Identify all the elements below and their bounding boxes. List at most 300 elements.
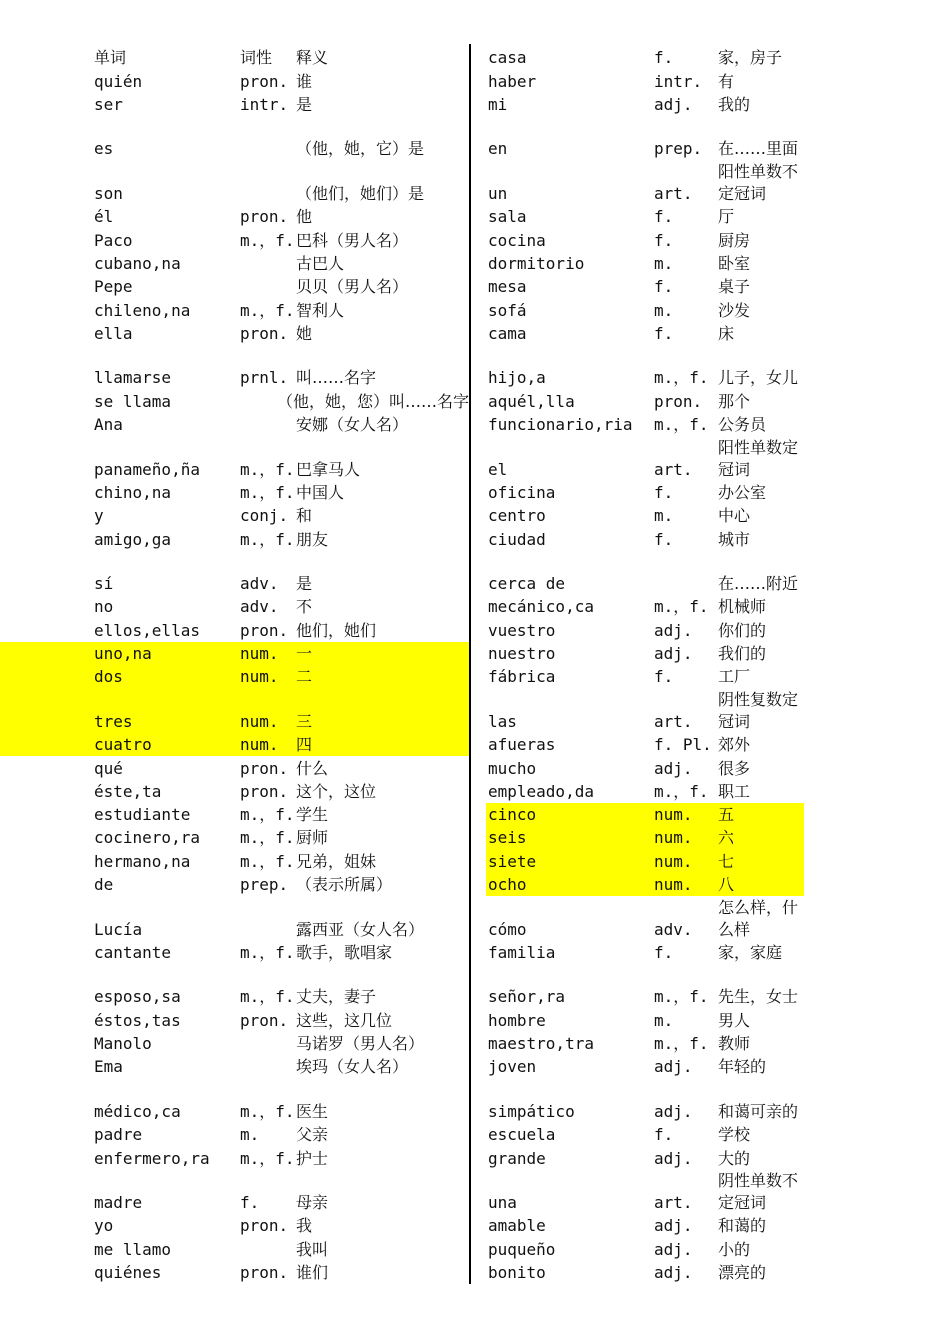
vocab-table-left: [92, 46, 469, 1284]
vocab-row: [486, 389, 804, 412]
vocab-row: [486, 322, 804, 345]
vocab-word: enfermero,ra: [94, 1148, 210, 1168]
vocab-part-of-speech: f.: [654, 277, 674, 297]
vocab-word: las: [488, 711, 517, 731]
vocab-word: ser: [94, 94, 123, 114]
vocab-row: [486, 504, 804, 527]
vocab-definition: 阴性复数定冠词: [718, 689, 799, 731]
vocab-word: me llamo: [94, 1239, 172, 1259]
vocab-row: [0, 688, 469, 733]
vocab-definition: 母亲: [296, 1193, 329, 1213]
vocab-definition: 和蔼的: [718, 1216, 767, 1236]
vocab-row: [92, 849, 469, 872]
vocab-definition: 年轻的: [718, 1057, 767, 1077]
vocab-row: [92, 205, 469, 228]
vocab-part-of-speech: m.: [654, 300, 674, 320]
vocab-part-of-speech: num.: [654, 851, 693, 871]
vocab-word: cerca de: [488, 574, 566, 594]
vocab-row: [486, 964, 804, 1009]
vocab-word: en: [488, 139, 508, 159]
vocab-word: quiénes: [94, 1263, 162, 1283]
vocab-word: seis: [488, 828, 527, 848]
vocab-definition: 我叫: [296, 1239, 329, 1259]
vocab-part-of-speech: m.，f.: [240, 805, 295, 825]
vocab-word: cocina: [488, 230, 546, 250]
vocab-definition: 我: [296, 1216, 313, 1236]
vocab-word: empleado,da: [488, 781, 594, 801]
vocab-definition: 厅: [718, 207, 735, 227]
vocab-row: [92, 803, 469, 826]
vocab-definition: 三: [296, 711, 313, 731]
vocab-row: [92, 389, 469, 412]
vocab-part-of-speech: pron.: [240, 781, 289, 801]
vocab-definition: 四: [296, 735, 313, 755]
vocab-part-of-speech: f.: [240, 1193, 260, 1213]
vocab-row: [92, 1055, 469, 1078]
vocab-definition: 是: [296, 574, 313, 594]
vocab-definition: 我的: [718, 94, 751, 114]
vocab-definition: （他，她，您）叫……名字: [276, 391, 469, 411]
vocab-word: joven: [488, 1057, 537, 1077]
vocab-definition: 厨师: [296, 828, 329, 848]
vocab-part-of-speech: adj.: [654, 1216, 693, 1236]
vocab-word: esposo,sa: [94, 987, 181, 1007]
vocab-row: [486, 826, 804, 849]
vocab-definition: 这些，这几位: [296, 1010, 393, 1030]
vocab-word: casa: [488, 48, 527, 68]
vocab-row: [486, 896, 804, 941]
vocab-definition: 阳性单数不定冠词: [718, 162, 799, 204]
vocab-row: [486, 252, 804, 275]
vocab-part-of-speech: m.，f.: [654, 597, 709, 617]
vocab-definition: 是: [296, 94, 313, 114]
vocab-part-of-speech: num.: [240, 667, 279, 687]
vocab-part-of-speech: adj.: [654, 758, 693, 778]
vocab-row: [486, 298, 804, 321]
vocab-part-of-speech: art.: [654, 1193, 693, 1213]
vocab-definition: 家，家庭: [718, 942, 783, 962]
vocab-word: nuestro: [488, 644, 556, 664]
vocab-definition: 二: [296, 667, 313, 687]
vocab-row: [486, 1078, 804, 1123]
vocab-part-of-speech: m.，f.: [654, 415, 709, 435]
vocab-word: oficina: [488, 482, 556, 502]
vocab-row: [92, 1170, 469, 1215]
vocab-row: [486, 551, 804, 596]
vocab-definition: 城市: [718, 529, 751, 549]
vocab-word: hombre: [488, 1010, 546, 1030]
vocab-row: [0, 733, 469, 756]
vocab-part-of-speech: num.: [240, 711, 279, 731]
vocab-part-of-speech: m.，f.: [240, 459, 295, 479]
vocab-row: [486, 873, 804, 896]
vocab-definition: 丈夫，妻子: [296, 987, 377, 1007]
vocab-word: siete: [488, 851, 537, 871]
vocab-part-of-speech: m.，f.: [240, 1148, 295, 1168]
vocab-row: [486, 413, 804, 436]
vocab-row: [486, 1146, 804, 1169]
vocab-word: tres: [94, 711, 133, 731]
vocab-definition: 巴科（男人名）: [296, 230, 409, 250]
vocab-part-of-speech: prnl.: [240, 368, 289, 388]
vocab-word: cocinero,ra: [94, 828, 200, 848]
vocab-row: [92, 756, 469, 779]
vocab-part-of-speech: adv.: [240, 597, 279, 617]
vocab-word: Pepe: [94, 277, 133, 297]
vocab-word: centro: [488, 506, 546, 526]
vocab-word: es: [94, 139, 114, 159]
vocab-part-of-speech: conj.: [240, 506, 289, 526]
vocab-definition: 很多: [718, 758, 751, 778]
vocab-part-of-speech: m.，f.: [240, 482, 295, 502]
vocab-row: [92, 298, 469, 321]
vocab-part-of-speech: num.: [240, 735, 279, 755]
vocab-part-of-speech: pron.: [240, 620, 289, 640]
vocab-part-of-speech: adj.: [654, 1148, 693, 1168]
vocab-definition: 他们，她们: [296, 620, 377, 640]
vocab-word: sí: [94, 574, 114, 594]
vocab-part-of-speech: f.: [654, 942, 674, 962]
vocab-row: [92, 46, 469, 69]
vocab-row: [92, 595, 469, 618]
vocab-word: Ana: [94, 415, 123, 435]
vocab-part-of-speech: f. Pl.: [654, 735, 712, 755]
vocab-row: [92, 780, 469, 803]
vocab-definition: 智利人: [296, 300, 345, 320]
vocab-row: [0, 642, 469, 665]
vocab-definition: 儿子，女儿: [718, 368, 799, 388]
vocab-part-of-speech: adj.: [654, 1263, 693, 1283]
vocab-word: simpático: [488, 1101, 575, 1121]
vocab-definition: 五: [718, 805, 735, 825]
vocab-word: vuestro: [488, 620, 556, 640]
vocab-row: [92, 1146, 469, 1169]
vocab-definition: 叫……名字: [296, 368, 377, 388]
vocab-row: [92, 481, 469, 504]
vocab-word: chino,na: [94, 482, 172, 502]
vocab-word: éstos,tas: [94, 1010, 181, 1030]
vocab-row: [486, 1237, 804, 1260]
vocab-definition: 阳性单数定冠词: [718, 437, 799, 479]
vocab-word: funcionario,ria: [488, 415, 633, 435]
vocab-row: [92, 1237, 469, 1260]
vocab-word: llamarse: [94, 368, 172, 388]
vocab-row: [486, 345, 804, 390]
vocab-definition: 朋友: [296, 529, 329, 549]
vocab-row: [92, 1032, 469, 1055]
vocab-part-of-speech: prep.: [240, 874, 289, 894]
vocab-part-of-speech: prep.: [654, 139, 703, 159]
vocab-word: puqueño: [488, 1239, 556, 1259]
vocab-definition: 桌子: [718, 277, 751, 297]
vocab-definition: 阴性单数不定冠词: [718, 1171, 799, 1213]
vocab-definition: 护士: [296, 1148, 329, 1168]
vocab-part-of-speech: m.，f.: [654, 781, 709, 801]
vocab-definition: 什么: [296, 758, 329, 778]
vocab-word: Lucía: [94, 919, 143, 939]
vocab-row: [92, 436, 469, 481]
vocab-definition: 怎么样，什么样: [718, 897, 799, 939]
vocab-part-of-speech: pron.: [240, 1216, 289, 1236]
vocab-word: de: [94, 874, 114, 894]
vocab-word: bonito: [488, 1263, 546, 1283]
vocab-row: [486, 527, 804, 550]
vocab-part-of-speech: adj.: [654, 1057, 693, 1077]
vocab-part-of-speech: pron.: [240, 758, 289, 778]
vocab-part-of-speech: m.，f.: [240, 529, 295, 549]
vocab-row: [92, 228, 469, 251]
vocab-definition: （他们，她们）是: [296, 184, 425, 204]
vocab-row: [92, 160, 469, 205]
vocab-part-of-speech: m.，f.: [654, 368, 709, 388]
vocab-row: [486, 205, 804, 228]
vocab-word: uno,na: [94, 644, 152, 664]
vocab-definition: 沙发: [718, 300, 751, 320]
vocab-row: [92, 252, 469, 275]
vocab-row: [486, 275, 804, 298]
vocab-row: [486, 160, 804, 205]
vocab-definition: 一: [296, 644, 313, 664]
vocab-word: yo: [94, 1216, 114, 1236]
vocab-word: familia: [488, 942, 556, 962]
vocab-part-of-speech: m.: [240, 1125, 260, 1145]
vocab-definition: 职工: [718, 781, 751, 801]
vocab-row: [486, 1214, 804, 1237]
vocab-row: [486, 1055, 804, 1078]
vocab-table-right: [486, 46, 804, 1284]
vocab-word: fábrica: [488, 667, 556, 687]
vocab-definition: 小的: [718, 1239, 751, 1259]
vocab-row: [92, 275, 469, 298]
vocab-word: dormitorio: [488, 253, 585, 273]
vocab-row: [486, 756, 804, 779]
vocab-definition: 中心: [718, 506, 751, 526]
vocab-row: [92, 1214, 469, 1237]
vocab-row: [486, 642, 804, 665]
vocab-definition: 在……里面: [718, 139, 799, 159]
vocab-part-of-speech: adv.: [240, 574, 279, 594]
vocab-word: hermano,na: [94, 851, 191, 871]
vocab-row: [486, 228, 804, 251]
vocab-definition: 床: [718, 323, 735, 343]
vocab-part-of-speech: num.: [654, 805, 693, 825]
vocab-definition: （他，她，它）是: [296, 139, 425, 159]
vocab-row: [486, 1261, 804, 1284]
vocab-definition: 在……附近: [718, 574, 799, 594]
vocab-row: [486, 849, 804, 872]
vocab-part-of-speech: adj.: [654, 1239, 693, 1259]
vocab-word: ocho: [488, 874, 527, 894]
vocab-row: [92, 322, 469, 345]
vocab-row: [486, 1008, 804, 1031]
vocab-word: madre: [94, 1193, 143, 1213]
vocab-row: [92, 116, 469, 161]
vocab-word: Manolo: [94, 1034, 152, 1054]
vocab-definition: 学校: [718, 1125, 751, 1145]
vocab-row: [486, 595, 804, 618]
vocab-word: mi: [488, 94, 508, 114]
vocab-part-of-speech: pron.: [240, 323, 289, 343]
vocab-row: [486, 116, 804, 161]
vocab-part-of-speech: m.: [654, 506, 674, 526]
vocab-definition: 这个，这位: [296, 781, 377, 801]
vocab-word: cantante: [94, 942, 172, 962]
vocab-part-of-speech: adv.: [654, 919, 693, 939]
vocab-part-of-speech: f.: [654, 667, 674, 687]
vocab-part-of-speech: art.: [654, 459, 693, 479]
vocab-part-of-speech: m.，f.: [240, 828, 295, 848]
vocab-row: [486, 69, 804, 92]
vocab-row: [92, 896, 469, 941]
vocab-word: sala: [488, 207, 527, 227]
vocab-word: chileno,na: [94, 300, 191, 320]
vocab-word: Paco: [94, 230, 133, 250]
vocab-definition: 埃玛（女人名）: [296, 1057, 409, 1077]
vocab-definition: 大的: [718, 1148, 751, 1168]
vocab-definition: 谁们: [296, 1263, 329, 1283]
vocab-word: son: [94, 184, 123, 204]
vocab-word: estudiante: [94, 805, 191, 825]
vocab-word: amigo,ga: [94, 529, 172, 549]
vocab-word: panameño,ña: [94, 459, 200, 479]
vocab-row: [486, 1170, 804, 1215]
vocab-word: cama: [488, 323, 527, 343]
vocab-row: [486, 1032, 804, 1055]
vocab-definition: 厨房: [718, 230, 751, 250]
vocab-part-of-speech: intr.: [240, 94, 289, 114]
vocab-part-of-speech: m.，f.: [654, 987, 709, 1007]
vocab-definition: 不: [296, 597, 313, 617]
vocab-word: señor,ra: [488, 987, 566, 1007]
vocab-definition: 马诺罗（男人名）: [296, 1034, 425, 1054]
vocab-definition: 工厂: [718, 667, 751, 687]
vocab-row: [92, 964, 469, 1009]
vocab-definition: 机械师: [718, 597, 767, 617]
vocab-row: [486, 803, 804, 826]
vocab-part-of-speech: m.，f.: [240, 300, 295, 320]
vocab-definition: 家，房子: [718, 48, 783, 68]
vocab-part-of-speech: m.: [654, 253, 674, 273]
vocab-row: [0, 665, 469, 688]
vocab-row: [92, 345, 469, 390]
vocab-part-of-speech: f.: [654, 482, 674, 502]
vocab-part-of-speech: num.: [654, 828, 693, 848]
vocab-part-of-speech: f.: [654, 529, 674, 549]
vocab-definition: 巴拿马人: [296, 459, 361, 479]
vocab-definition: 先生，女士: [718, 987, 799, 1007]
vocab-definition: 她: [296, 323, 313, 343]
vocab-word: cuatro: [94, 735, 152, 755]
vocab-row: [486, 780, 804, 803]
vocab-word: dos: [94, 667, 123, 687]
vocab-part-of-speech: f.: [654, 48, 674, 68]
vocab-row: [486, 665, 804, 688]
column-divider: [469, 44, 471, 1284]
vocab-part-of-speech: adj.: [654, 644, 693, 664]
vocab-word: no: [94, 597, 114, 617]
vocab-row: [92, 618, 469, 641]
vocab-word: él: [94, 207, 114, 227]
vocab-part-of-speech: m.，f.: [240, 230, 295, 250]
vocab-part-of-speech: 词性: [240, 48, 273, 68]
vocab-definition: 露西亚（女人名）: [296, 919, 425, 939]
vocab-word: cinco: [488, 805, 537, 825]
vocab-definition: 学生: [296, 805, 329, 825]
vocab-part-of-speech: f.: [654, 207, 674, 227]
vocab-part-of-speech: adj.: [654, 620, 693, 640]
vocab-word: 单词: [94, 48, 127, 68]
vocab-part-of-speech: num.: [654, 874, 693, 894]
vocab-definition: 男人: [718, 1010, 751, 1030]
vocab-row: [486, 46, 804, 69]
vocab-definition: 办公室: [718, 482, 767, 502]
vocab-word: cubano,na: [94, 253, 181, 273]
vocab-part-of-speech: m.，f.: [240, 851, 295, 871]
vocab-definition: 父亲: [296, 1125, 329, 1145]
vocab-definition: 释义: [296, 48, 329, 68]
vocab-part-of-speech: m.，f.: [240, 1101, 295, 1121]
vocab-row: [92, 1008, 469, 1031]
vocab-row: [92, 551, 469, 596]
vocab-word: escuela: [488, 1125, 556, 1145]
vocab-definition: 有: [718, 71, 735, 91]
vocab-word: sofá: [488, 300, 527, 320]
vocab-word: mesa: [488, 277, 527, 297]
vocab-definition: 他: [296, 207, 313, 227]
vocab-definition: 八: [718, 874, 735, 894]
vocab-definition: 六: [718, 828, 735, 848]
vocab-definition: 教师: [718, 1034, 751, 1054]
vocab-row: [486, 436, 804, 481]
vocab-definition: 医生: [296, 1101, 329, 1121]
vocab-definition: 七: [718, 851, 735, 871]
vocab-part-of-speech: f.: [654, 230, 674, 250]
vocab-word: un: [488, 184, 508, 204]
vocab-word: haber: [488, 71, 537, 91]
vocab-word: hijo,a: [488, 368, 546, 388]
vocab-definition: 歌手，歌唱家: [296, 942, 393, 962]
vocab-row: [92, 69, 469, 92]
vocab-part-of-speech: m.，f.: [654, 1034, 709, 1054]
vocab-definition: 公务员: [718, 415, 767, 435]
vocab-part-of-speech: art.: [654, 184, 693, 204]
vocab-word: el: [488, 459, 508, 479]
vocab-part-of-speech: m.，f.: [240, 942, 295, 962]
vocab-word: ella: [94, 323, 133, 343]
vocab-row: [486, 1123, 804, 1146]
vocab-word: amable: [488, 1216, 546, 1236]
vocab-part-of-speech: f.: [654, 1125, 674, 1145]
vocab-word: padre: [94, 1125, 143, 1145]
vocab-definition: 那个: [718, 391, 751, 411]
vocab-row: [92, 504, 469, 527]
vocab-part-of-speech: f.: [654, 323, 674, 343]
vocab-row: [486, 733, 804, 756]
vocab-part-of-speech: adj.: [654, 1101, 693, 1121]
vocab-word: se llama: [94, 391, 172, 411]
vocab-word: médico,ca: [94, 1101, 181, 1121]
vocab-row: [92, 93, 469, 116]
vocab-word: quién: [94, 71, 143, 91]
vocab-row: [486, 688, 804, 733]
vocab-row: [92, 1261, 469, 1284]
vocab-definition: （表示所属）: [296, 874, 393, 894]
vocab-row: [92, 941, 469, 964]
vocab-row: [92, 527, 469, 550]
vocab-definition: 漂亮的: [718, 1263, 767, 1283]
vocab-part-of-speech: pron.: [240, 207, 289, 227]
vocab-word: ellos,ellas: [94, 620, 200, 640]
